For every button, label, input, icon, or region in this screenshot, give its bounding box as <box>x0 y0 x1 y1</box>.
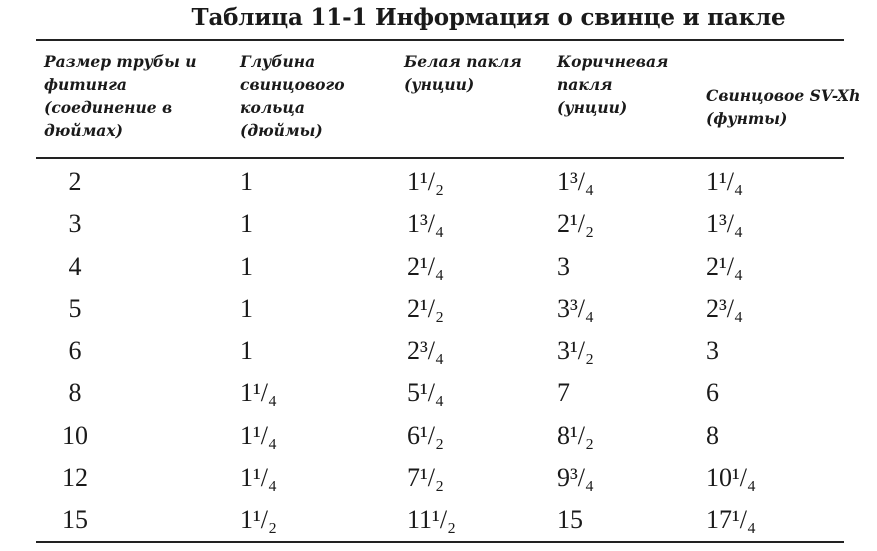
cell-pipe-size: 2 <box>68 167 82 196</box>
table-row <box>0 203 877 245</box>
cell-ring-depth: 1¹/₄ <box>240 420 278 450</box>
cell-pipe-size: 15 <box>62 505 88 535</box>
cell-ring-depth: 1¹/₄ <box>240 463 278 493</box>
header-white-oakum: Белая пакля (унции) <box>404 52 522 94</box>
cell-ring-depth: 1¹/₄ <box>240 378 278 408</box>
bottom-rule <box>36 541 844 543</box>
header-lead-sv-xh: Свинцовое SV-Xh (фунты) <box>706 86 861 128</box>
cell-lead: 8 <box>706 420 719 450</box>
table-row <box>0 499 877 541</box>
cell-white-oakum: 6¹/₂ <box>407 420 445 450</box>
header-lead-ring-depth: Глубина свинцового кольца (дюймы) <box>240 52 345 140</box>
cell-ring-depth: 1 <box>240 209 253 239</box>
cell-brown-oakum: 7 <box>557 378 570 408</box>
cell-ring-depth: 1 <box>240 336 253 366</box>
cell-white-oakum: 2¹/₂ <box>407 293 445 323</box>
cell-ring-depth: 1 <box>240 251 253 281</box>
cell-pipe-size: 8 <box>68 378 82 408</box>
cell-pipe-size: 6 <box>68 336 82 366</box>
cell-brown-oakum: 3 <box>557 251 570 281</box>
cell-white-oakum: 2¹/₄ <box>407 251 445 281</box>
table-body <box>0 161 877 542</box>
cell-lead: 3 <box>706 336 719 366</box>
cell-pipe-size: 3 <box>68 209 82 239</box>
cell-lead: 6 <box>706 378 719 408</box>
header-pipe-size: Размер трубы и фитинга (соединение в дюймах) <box>44 52 197 140</box>
cell-brown-oakum: 8¹/₂ <box>557 420 595 450</box>
table-title: Таблица 11-1 Информация о свинце и пакле <box>191 4 786 31</box>
cell-brown-oakum: 9³/₄ <box>557 463 595 493</box>
cell-lead: 10¹/₄ <box>706 463 757 493</box>
cell-pipe-size: 5 <box>68 293 82 323</box>
cell-lead: 1¹/₄ <box>706 167 744 196</box>
cell-lead: 2¹/₄ <box>706 251 744 281</box>
cell-white-oakum: 1³/₄ <box>407 209 445 239</box>
cell-ring-depth: 1¹/₂ <box>240 505 278 535</box>
cell-lead: 17¹/₄ <box>706 505 757 535</box>
cell-lead: 2³/₄ <box>706 293 744 323</box>
header-brown-oakum: Коричневая пакля (унции) <box>557 52 669 117</box>
cell-white-oakum: 7¹/₂ <box>407 463 445 493</box>
cell-white-oakum: 11¹/₂ <box>407 505 457 535</box>
header-rule <box>36 157 844 159</box>
cell-lead: 1³/₄ <box>706 209 744 239</box>
cell-ring-depth: 1 <box>240 293 253 323</box>
cell-white-oakum: 2³/₄ <box>407 336 445 366</box>
cell-white-oakum: 1¹/₂ <box>407 167 445 196</box>
cell-pipe-size: 12 <box>62 463 88 493</box>
table-row <box>0 415 877 457</box>
cell-white-oakum: 5¹/₄ <box>407 378 445 408</box>
cell-pipe-size: 10 <box>62 420 88 450</box>
table-row <box>0 372 877 414</box>
table-row <box>0 161 877 203</box>
cell-brown-oakum: 15 <box>557 505 583 535</box>
cell-brown-oakum: 1³/₄ <box>557 167 595 196</box>
cell-pipe-size: 4 <box>68 251 82 281</box>
table-row <box>0 288 877 330</box>
top-rule <box>36 39 844 41</box>
table-row <box>0 457 877 499</box>
cell-brown-oakum: 2¹/₂ <box>557 209 595 239</box>
table-row <box>0 246 877 288</box>
cell-brown-oakum: 3³/₄ <box>557 293 595 323</box>
cell-ring-depth: 1 <box>240 167 253 196</box>
table-row <box>0 330 877 372</box>
cell-brown-oakum: 3¹/₂ <box>557 336 595 366</box>
